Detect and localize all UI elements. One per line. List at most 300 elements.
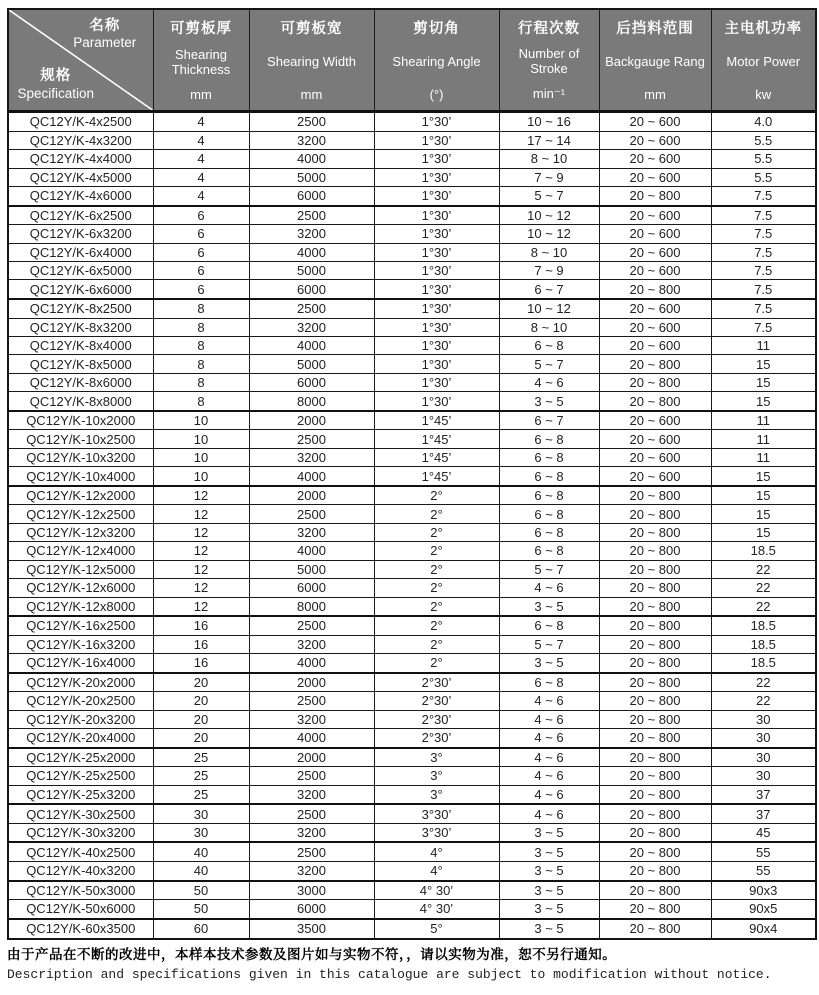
header-shearing-angle <box>374 9 499 112</box>
cell-angle: 1°30’ <box>374 112 499 132</box>
cell-stroke: 5 ~ 7 <box>499 355 599 373</box>
cell-stroke: 4 ~ 6 <box>499 767 599 785</box>
cell-power: 30 <box>711 729 816 748</box>
cell-angle: 3° <box>374 767 499 785</box>
cell-width: 3200 <box>249 318 374 336</box>
cell-width: 3200 <box>249 635 374 653</box>
cell-width: 3500 <box>249 919 374 939</box>
cell-power: 11 <box>711 430 816 448</box>
cell-angle: 1°45’ <box>374 411 499 430</box>
cell-stroke: 6 ~ 8 <box>499 486 599 505</box>
cell-width: 2500 <box>249 692 374 710</box>
cell-stroke: 3 ~ 5 <box>499 919 599 939</box>
cell-backgauge: 20 ~ 600 <box>599 150 711 168</box>
table-row <box>8 616 816 635</box>
cell-angle: 2° <box>374 505 499 523</box>
cell-power: 90x4 <box>711 919 816 939</box>
cell-angle: 2° <box>374 635 499 653</box>
table-row <box>8 579 816 597</box>
cell-thickness: 30 <box>153 804 249 823</box>
table-row <box>8 467 816 486</box>
cell-width: 6000 <box>249 579 374 597</box>
cell-model: QC12Y/K-25x2500 <box>8 767 153 785</box>
cell-model: QC12Y/K-12x2500 <box>8 505 153 523</box>
cell-angle: 5° <box>374 919 499 939</box>
cell-model: QC12Y/K-6x3200 <box>8 225 153 243</box>
cell-model: QC12Y/K-50x3000 <box>8 881 153 900</box>
cell-model: QC12Y/K-20x4000 <box>8 729 153 748</box>
cell-backgauge: 20 ~ 800 <box>599 785 711 804</box>
table-row <box>8 785 816 804</box>
cell-backgauge: 20 ~ 800 <box>599 373 711 391</box>
cell-angle: 1°30’ <box>374 280 499 299</box>
cell-backgauge: 20 ~ 800 <box>599 523 711 541</box>
cell-stroke: 6 ~ 8 <box>499 337 599 355</box>
cell-model: QC12Y/K-20x3200 <box>8 710 153 728</box>
cell-backgauge: 20 ~ 800 <box>599 597 711 616</box>
table-row <box>8 411 816 430</box>
cell-power: 30 <box>711 748 816 767</box>
cell-stroke: 3 ~ 5 <box>499 900 599 919</box>
cell-thickness: 16 <box>153 635 249 653</box>
cell-width: 2500 <box>249 767 374 785</box>
cell-stroke: 3 ~ 5 <box>499 862 599 881</box>
catalogue-page <box>0 8 819 995</box>
cell-width: 4000 <box>249 467 374 486</box>
cell-power: 15 <box>711 523 816 541</box>
cell-thickness: 6 <box>153 206 249 225</box>
table-row <box>8 168 816 186</box>
cell-backgauge: 20 ~ 600 <box>599 243 711 261</box>
cell-thickness: 20 <box>153 692 249 710</box>
cell-backgauge: 20 ~ 800 <box>599 748 711 767</box>
cell-width: 2500 <box>249 505 374 523</box>
cell-backgauge: 20 ~ 800 <box>599 579 711 597</box>
cell-thickness: 4 <box>153 131 249 149</box>
cell-thickness: 10 <box>153 411 249 430</box>
cell-stroke: 4 ~ 6 <box>499 710 599 728</box>
cell-width: 3200 <box>249 523 374 541</box>
cell-angle: 4° 30’ <box>374 881 499 900</box>
cell-stroke: 4 ~ 6 <box>499 373 599 391</box>
cell-backgauge: 20 ~ 800 <box>599 486 711 505</box>
cell-thickness: 10 <box>153 467 249 486</box>
cell-angle: 3°30’ <box>374 823 499 842</box>
cell-stroke: 7 ~ 9 <box>499 262 599 280</box>
cell-thickness: 16 <box>153 654 249 673</box>
cell-backgauge: 20 ~ 800 <box>599 881 711 900</box>
cell-model: QC12Y/K-8x4000 <box>8 337 153 355</box>
header-cn-label: 可剪板宽 <box>280 21 343 37</box>
cell-power: 5.5 <box>711 131 816 149</box>
cell-thickness: 8 <box>153 318 249 336</box>
cell-model: QC12Y/K-10x2500 <box>8 430 153 448</box>
cell-angle: 1°30’ <box>374 355 499 373</box>
cell-width: 5000 <box>249 168 374 186</box>
cell-backgauge: 20 ~ 600 <box>599 168 711 186</box>
cell-stroke: 5 ~ 7 <box>499 635 599 653</box>
cell-width: 3000 <box>249 881 374 900</box>
cell-thickness: 12 <box>153 579 249 597</box>
cell-width: 5000 <box>249 355 374 373</box>
table-body <box>8 112 816 940</box>
cell-power: 7.5 <box>711 243 816 261</box>
cell-power: 22 <box>711 692 816 710</box>
cell-backgauge: 20 ~ 600 <box>599 448 711 466</box>
cell-angle: 1°45’ <box>374 448 499 466</box>
cell-model: QC12Y/K-12x6000 <box>8 579 153 597</box>
table-row <box>8 692 816 710</box>
cell-angle: 2°30’ <box>374 710 499 728</box>
header-cn-label: 主电机功率 <box>724 21 802 37</box>
table-row <box>8 881 816 900</box>
cell-width: 2000 <box>249 411 374 430</box>
cell-backgauge: 20 ~ 800 <box>599 673 711 692</box>
cell-stroke: 17 ~ 14 <box>499 131 599 149</box>
cell-model: QC12Y/K-10x2000 <box>8 411 153 430</box>
footer-note-english: Description and specifications given in this catalogue are subject to modification without notice. <box>7 967 772 982</box>
cell-width: 6000 <box>249 187 374 206</box>
cell-thickness: 20 <box>153 673 249 692</box>
cell-angle: 1°30’ <box>374 187 499 206</box>
cell-width: 6000 <box>249 900 374 919</box>
cell-width: 2000 <box>249 748 374 767</box>
cell-thickness: 12 <box>153 542 249 560</box>
cell-model: QC12Y/K-30x3200 <box>8 823 153 842</box>
cell-power: 5.5 <box>711 150 816 168</box>
cell-power: 5.5 <box>711 168 816 186</box>
cell-thickness: 6 <box>153 225 249 243</box>
cell-angle: 2° <box>374 560 499 578</box>
cell-thickness: 60 <box>153 919 249 939</box>
cell-backgauge: 20 ~ 600 <box>599 262 711 280</box>
table-row <box>8 187 816 206</box>
cell-power: 15 <box>711 467 816 486</box>
cell-model: QC12Y/K-50x6000 <box>8 900 153 919</box>
cell-thickness: 50 <box>153 900 249 919</box>
cell-model: QC12Y/K-16x3200 <box>8 635 153 653</box>
cell-angle: 1°30’ <box>374 392 499 411</box>
cell-stroke: 8 ~ 10 <box>499 150 599 168</box>
header-unit-label: min⁻¹ <box>532 86 566 101</box>
cell-model: QC12Y/K-25x3200 <box>8 785 153 804</box>
cell-model: QC12Y/K-6x6000 <box>8 280 153 299</box>
cell-power: 7.5 <box>711 262 816 280</box>
cell-thickness: 25 <box>153 748 249 767</box>
cell-stroke: 6 ~ 7 <box>499 280 599 299</box>
cell-power: 15 <box>711 373 816 391</box>
header-unit-label: kw <box>755 87 772 102</box>
cell-backgauge: 20 ~ 800 <box>599 542 711 560</box>
cell-width: 5000 <box>249 560 374 578</box>
cell-angle: 2° <box>374 542 499 560</box>
cell-angle: 2°30’ <box>374 673 499 692</box>
cell-power: 37 <box>711 785 816 804</box>
cell-width: 3200 <box>249 131 374 149</box>
table-row <box>8 919 816 939</box>
cell-model: QC12Y/K-10x4000 <box>8 467 153 486</box>
cell-stroke: 4 ~ 6 <box>499 785 599 804</box>
corner-parameter-en: Parameter <box>73 35 137 51</box>
cell-angle: 1°30’ <box>374 150 499 168</box>
cell-thickness: 8 <box>153 373 249 391</box>
cell-stroke: 4 ~ 6 <box>499 579 599 597</box>
cell-angle: 1°30’ <box>374 243 499 261</box>
table-row <box>8 299 816 318</box>
cell-thickness: 8 <box>153 392 249 411</box>
cell-backgauge: 20 ~ 800 <box>599 280 711 299</box>
cell-power: 90x5 <box>711 900 816 919</box>
cell-backgauge: 20 ~ 600 <box>599 318 711 336</box>
cell-thickness: 12 <box>153 486 249 505</box>
table-row <box>8 392 816 411</box>
cell-thickness: 12 <box>153 560 249 578</box>
cell-angle: 3° <box>374 785 499 804</box>
table-row <box>8 804 816 823</box>
cell-width: 2500 <box>249 206 374 225</box>
header-cn-label: 行程次数 <box>518 21 580 37</box>
cell-model: QC12Y/K-40x3200 <box>8 862 153 881</box>
cell-stroke: 4 ~ 6 <box>499 804 599 823</box>
cell-power: 7.5 <box>711 206 816 225</box>
cell-model: QC12Y/K-12x4000 <box>8 542 153 560</box>
cell-thickness: 12 <box>153 505 249 523</box>
cell-angle: 1°45’ <box>374 430 499 448</box>
cell-thickness: 4 <box>153 112 249 132</box>
cell-stroke: 4 ~ 6 <box>499 729 599 748</box>
header-en-label: Shearing Thickness <box>171 46 231 77</box>
cell-width: 4000 <box>249 729 374 748</box>
corner-specification-en: Specification <box>17 85 95 101</box>
cell-model: QC12Y/K-12x8000 <box>8 597 153 616</box>
cell-angle: 1°30’ <box>374 168 499 186</box>
cell-width: 3200 <box>249 448 374 466</box>
cell-backgauge: 20 ~ 800 <box>599 616 711 635</box>
table-row <box>8 560 816 578</box>
cell-angle: 1°30’ <box>374 318 499 336</box>
cell-power: 7.5 <box>711 225 816 243</box>
cell-backgauge: 20 ~ 600 <box>599 206 711 225</box>
cell-thickness: 4 <box>153 187 249 206</box>
cell-stroke: 4 ~ 6 <box>499 748 599 767</box>
table-row <box>8 673 816 692</box>
table-row <box>8 430 816 448</box>
cell-model: QC12Y/K-4x2500 <box>8 112 153 132</box>
cell-power: 45 <box>711 823 816 842</box>
cell-thickness: 10 <box>153 448 249 466</box>
cell-angle: 1°30’ <box>374 262 499 280</box>
cell-power: 11 <box>711 337 816 355</box>
cell-angle: 3° <box>374 748 499 767</box>
cell-power: 18.5 <box>711 654 816 673</box>
cell-backgauge: 20 ~ 600 <box>599 112 711 132</box>
cell-width: 2500 <box>249 804 374 823</box>
table-row <box>8 206 816 225</box>
cell-width: 4000 <box>249 542 374 560</box>
cell-backgauge: 20 ~ 600 <box>599 467 711 486</box>
cell-backgauge: 20 ~ 800 <box>599 560 711 578</box>
cell-stroke: 5 ~ 7 <box>499 187 599 206</box>
cell-thickness: 6 <box>153 243 249 261</box>
cell-angle: 2°30’ <box>374 729 499 748</box>
cell-thickness: 50 <box>153 881 249 900</box>
header-cn-label: 剪切角 <box>413 21 460 37</box>
cell-width: 2500 <box>249 616 374 635</box>
cell-thickness: 4 <box>153 150 249 168</box>
table-row <box>8 635 816 653</box>
header-cn-label: 可剪板厚 <box>170 21 232 37</box>
table-row <box>8 448 816 466</box>
cell-power: 90x3 <box>711 881 816 900</box>
table-row <box>8 597 816 616</box>
header-backgauge-range <box>599 9 711 112</box>
cell-backgauge: 20 ~ 600 <box>599 337 711 355</box>
table-row <box>8 842 816 861</box>
cell-width: 2500 <box>249 299 374 318</box>
cell-model: QC12Y/K-8x2500 <box>8 299 153 318</box>
cell-width: 4000 <box>249 243 374 261</box>
cell-backgauge: 20 ~ 800 <box>599 654 711 673</box>
table-row <box>8 748 816 767</box>
table-row <box>8 243 816 261</box>
cell-backgauge: 20 ~ 600 <box>599 430 711 448</box>
table-row <box>8 486 816 505</box>
cell-model: QC12Y/K-4x3200 <box>8 131 153 149</box>
header-unit-label: mm <box>300 87 323 102</box>
cell-model: QC12Y/K-6x2500 <box>8 206 153 225</box>
header-cn-label: 后挡料范围 <box>616 21 694 37</box>
cell-width: 2000 <box>249 673 374 692</box>
table-row <box>8 150 816 168</box>
cell-width: 8000 <box>249 597 374 616</box>
header-en-label: Backgauge Rang <box>605 54 705 70</box>
cell-width: 5000 <box>249 262 374 280</box>
cell-stroke: 3 ~ 5 <box>499 881 599 900</box>
cell-angle: 1°30’ <box>374 225 499 243</box>
cell-backgauge: 20 ~ 800 <box>599 823 711 842</box>
corner-header-cell <box>8 9 153 112</box>
cell-backgauge: 20 ~ 800 <box>599 187 711 206</box>
cell-width: 4000 <box>249 654 374 673</box>
cell-power: 15 <box>711 486 816 505</box>
cell-stroke: 6 ~ 8 <box>499 523 599 541</box>
cell-thickness: 12 <box>153 597 249 616</box>
cell-angle: 2° <box>374 523 499 541</box>
table-row <box>8 112 816 132</box>
table-row <box>8 767 816 785</box>
cell-backgauge: 20 ~ 800 <box>599 505 711 523</box>
table-row <box>8 710 816 728</box>
cell-backgauge: 20 ~ 800 <box>599 692 711 710</box>
header-shearing-width <box>249 9 374 112</box>
cell-backgauge: 20 ~ 800 <box>599 355 711 373</box>
cell-thickness: 16 <box>153 616 249 635</box>
cell-power: 37 <box>711 804 816 823</box>
cell-model: QC12Y/K-4x5000 <box>8 168 153 186</box>
cell-width: 6000 <box>249 373 374 391</box>
header-en-label: Shearing Width <box>267 54 356 70</box>
cell-power: 7.5 <box>711 280 816 299</box>
cell-angle: 4° <box>374 842 499 861</box>
corner-specification-cn: 规格 <box>40 68 72 85</box>
cell-angle: 3°30’ <box>374 804 499 823</box>
cell-stroke: 6 ~ 8 <box>499 616 599 635</box>
cell-thickness: 12 <box>153 523 249 541</box>
table-header <box>8 9 816 112</box>
table-row <box>8 654 816 673</box>
cell-power: 18.5 <box>711 616 816 635</box>
cell-backgauge: 20 ~ 800 <box>599 862 711 881</box>
cell-backgauge: 20 ~ 800 <box>599 804 711 823</box>
cell-power: 15 <box>711 355 816 373</box>
cell-stroke: 3 ~ 5 <box>499 597 599 616</box>
cell-angle: 4° 30’ <box>374 900 499 919</box>
header-unit-label: (°) <box>429 87 444 102</box>
cell-model: QC12Y/K-16x2500 <box>8 616 153 635</box>
cell-backgauge: 20 ~ 800 <box>599 900 711 919</box>
table-row <box>8 280 816 299</box>
cell-power: 7.5 <box>711 299 816 318</box>
cell-backgauge: 20 ~ 600 <box>599 225 711 243</box>
cell-stroke: 6 ~ 8 <box>499 542 599 560</box>
cell-thickness: 40 <box>153 862 249 881</box>
header-en-label: Motor Power <box>726 54 801 70</box>
cell-stroke: 10 ~ 12 <box>499 225 599 243</box>
corner-specification-label <box>11 68 101 102</box>
table-row <box>8 262 816 280</box>
cell-stroke: 5 ~ 7 <box>499 560 599 578</box>
table-row <box>8 523 816 541</box>
cell-backgauge: 20 ~ 800 <box>599 392 711 411</box>
cell-power: 22 <box>711 560 816 578</box>
cell-power: 18.5 <box>711 635 816 653</box>
cell-angle: 2° <box>374 654 499 673</box>
table-row <box>8 729 816 748</box>
table-row <box>8 505 816 523</box>
header-row <box>8 9 816 112</box>
cell-backgauge: 20 ~ 800 <box>599 710 711 728</box>
cell-power: 4.0 <box>711 112 816 132</box>
table-row <box>8 823 816 842</box>
cell-width: 3200 <box>249 225 374 243</box>
cell-thickness: 8 <box>153 355 249 373</box>
cell-backgauge: 20 ~ 800 <box>599 919 711 939</box>
cell-width: 2500 <box>249 430 374 448</box>
cell-model: QC12Y/K-4x6000 <box>8 187 153 206</box>
cell-stroke: 10 ~ 12 <box>499 206 599 225</box>
cell-angle: 2° <box>374 616 499 635</box>
header-en-label: Number of Stroke <box>518 46 580 76</box>
cell-stroke: 6 ~ 8 <box>499 467 599 486</box>
table-row <box>8 225 816 243</box>
cell-power: 11 <box>711 411 816 430</box>
header-number-of-stroke <box>499 9 599 112</box>
cell-angle: 2°30’ <box>374 692 499 710</box>
cell-power: 7.5 <box>711 318 816 336</box>
cell-width: 8000 <box>249 392 374 411</box>
cell-backgauge: 20 ~ 800 <box>599 767 711 785</box>
cell-width: 2000 <box>249 486 374 505</box>
cell-power: 22 <box>711 673 816 692</box>
cell-stroke: 6 ~ 8 <box>499 448 599 466</box>
cell-thickness: 4 <box>153 168 249 186</box>
cell-stroke: 6 ~ 8 <box>499 505 599 523</box>
cell-power: 22 <box>711 579 816 597</box>
cell-width: 2500 <box>249 842 374 861</box>
cell-model: QC12Y/K-20x2000 <box>8 673 153 692</box>
table-row <box>8 318 816 336</box>
table-row <box>8 862 816 881</box>
